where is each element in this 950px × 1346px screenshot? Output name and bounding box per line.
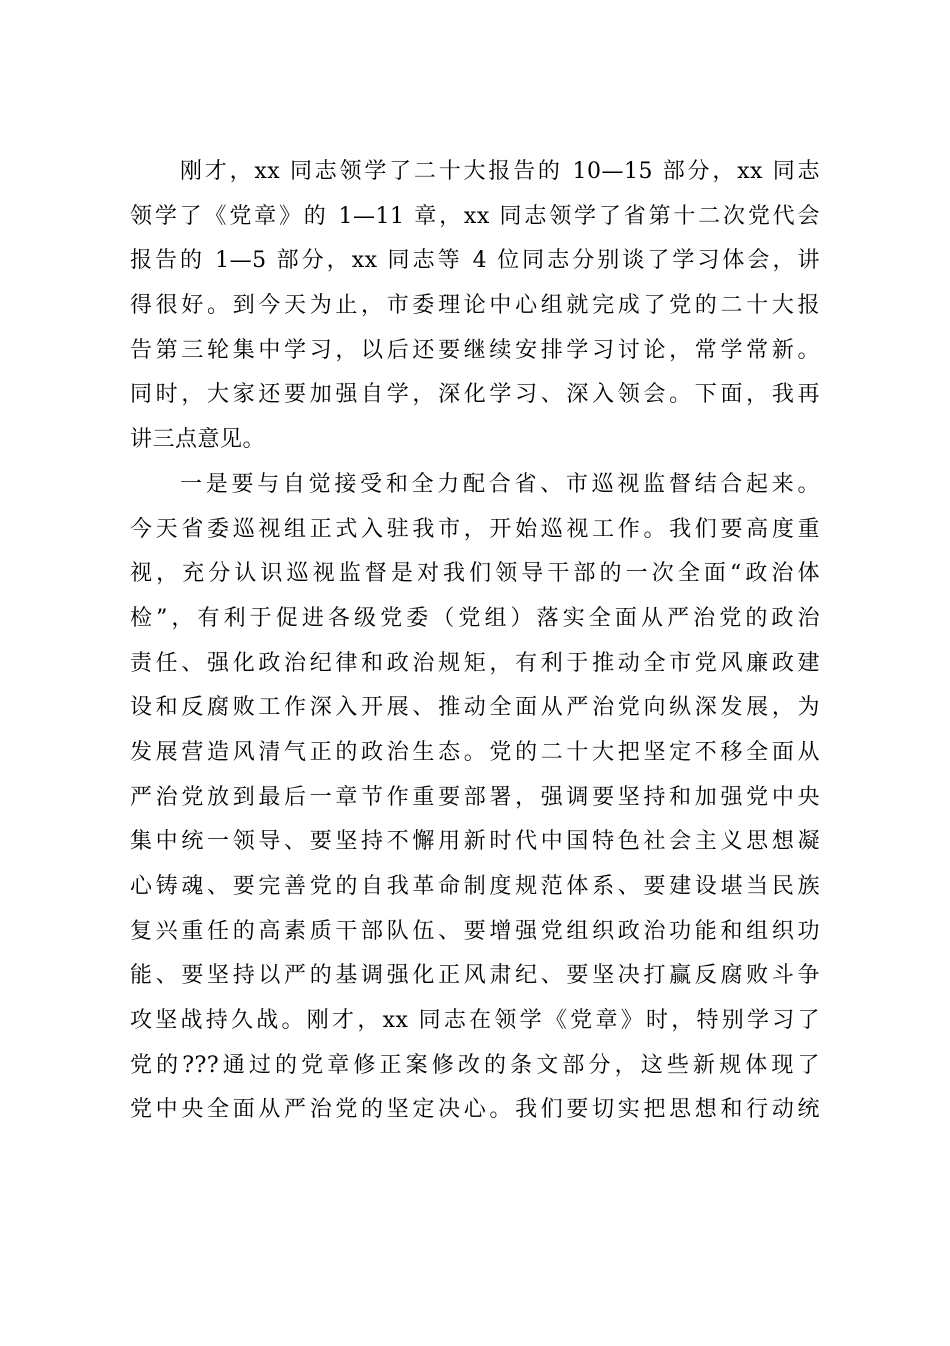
text-line: 同时，大家还要加强自学，深化学习、深入领会。下面，我再 [130,382,820,408]
text-line: 刚才，xx 同志领学了二十大报告的 10—15 部分，xx 同志 [180,159,820,184]
text-line: 讲三点意见。 [130,427,266,453]
text-line: 告第三轮集中学习，以后还要继续安排学习讨论，常学常新。 [130,337,820,363]
text-line: 责任、强化政治纪律和政治规矩，有利于推动全市党风廉政建 [130,650,820,676]
paragraph-2 [130,463,820,1133]
text-line: 得很好。到今天为止，市委理论中心组就完成了党的二十大报 [130,293,820,319]
text-line: 攻坚战持久战。刚才，xx 同志在领学《党章》时，特别学习了 [130,1008,820,1034]
text-line: 严治党放到最后一章节作重要部署，强调要坚持和加强党中央 [130,784,820,810]
document-page [130,150,820,1133]
text-line: 能、要坚持以严的基调强化正风肃纪、要坚决打赢反腐败斗争 [130,963,820,989]
text-line: 设和反腐败工作深入开展、推动全面从严治党向纵深发展，为 [130,695,820,721]
text-line: 党中央全面从严治党的坚定决心。我们要切实把思想和行动统 [130,1097,820,1123]
text-line: 报告的 1—5 部分，xx 同志等 4 位同志分别谈了学习体会，讲 [130,248,820,274]
text-line: 领学了《党章》的 1—11 章，xx 同志领学了省第十二次党代会 [130,203,820,229]
text-line: 集中统一领导、要坚持不懈用新时代中国特色社会主义思想凝 [130,829,820,855]
text-line: 一是要与自觉接受和全力配合省、市巡视监督结合起来。 [180,471,820,497]
text-line: 心铸魂、要完善党的自我革命制度规范体系、要建设堪当民族 [130,874,820,899]
text-line: 今天省委巡视组正式入驻我市，开始巡视工作。我们要高度重 [130,516,820,542]
text-line: 检”，有利于促进各级党委（党组）落实全面从严治党的政治 [130,605,820,631]
text-line: 复兴重任的高素质干部队伍、要增强党组织政治功能和组织功 [130,918,820,944]
paragraph-1 [130,150,820,463]
text-line: 视，充分认识巡视监督是对我们领导干部的一次全面“政治体 [130,561,820,587]
text-line: 党的???通过的党章修正案修改的条文部分，这些新规体现了 [130,1052,820,1078]
text-line: 发展营造风清气正的政治生态。党的二十大把坚定不移全面从 [130,739,820,765]
